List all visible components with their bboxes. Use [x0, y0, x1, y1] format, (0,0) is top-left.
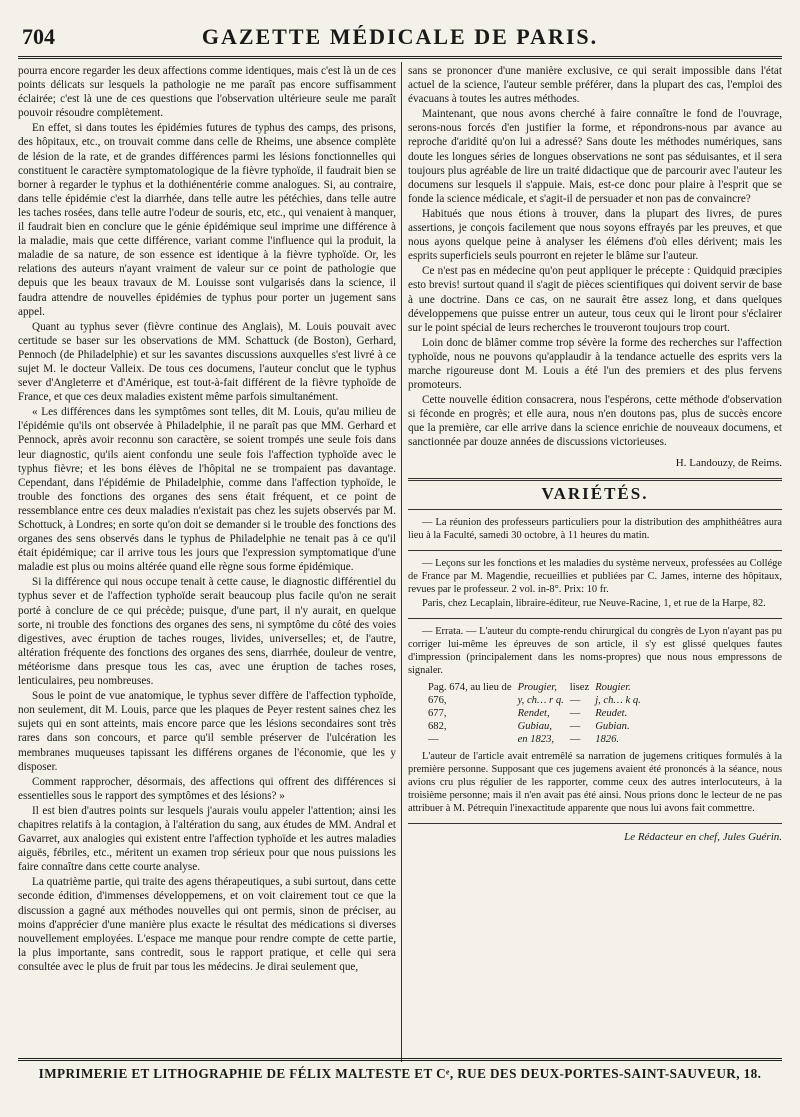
left-column	[18, 64, 396, 974]
errata-note-block	[408, 750, 782, 815]
paragraph: sans se prononcer d'une manière exclusive, ce qui serait impossible dans l'état actuel de la science, l'auteur semble préférer, dans la plupart des cas, l'emploi des évacuans à toutes les autres méthodes.	[408, 65, 782, 106]
news-item: — La réunion des professeurs particuliers pour la distribution des amphithéâtres aura lieu à la Faculté, samedi 30 octobre, à 11 heures du matin.	[408, 516, 782, 541]
item-rule	[408, 550, 782, 551]
paragraph: En effet, si dans toutes les épidémies futures de typhus des camps, des prisons, des hôpitaux, etc., on trouvait comme dans celle de Rheims, une absence complète de lésion de la rate, et de grandes différences parmi les lésions fonctionnelles qui constituent le caractère symptomatologique de la fièvre typhoïde, il faudrait bien se borner à regarder le typhus et la dothiénentérie comme analogues. Si, au contraire, dans telle épidémie c'est la diarrhée, dans telle autre les pétéchies, dans telle autre les taches rosées, dans telle autre l'odeur de souris, etc, etc., qui venaient à manquer, il faudrait bien en conclure que le génie épidémique seul imprime une différence à la maladie, mais que cette différence, variant comme l'influence qui la produit, la maladie de sa nature, de son essence est identique à la fièvre typhoïde. Or, les relations des auteurs n'ayant vraiment de valeur sur ce point de pathologie que depuis que les beaux travaux de M. Louisse sont vulgarisés dans la science, il faudra attendre de nouvelles épidémies de typhus pour porter un jugement sans appel.	[18, 122, 396, 318]
errata-row	[428, 681, 647, 694]
printer-imprint: IMPRIMERIE ET LITHOGRAPHIE DE FÉLIX MALTESTE ET Cᵉ, RUE DES DEUX-PORTES-SAINT-SAUVEUR, 18.	[38, 1066, 762, 1081]
errata-cell: en 1823,	[517, 733, 555, 745]
item-rule	[408, 509, 782, 510]
errata-cell: lisez	[569, 681, 590, 693]
errata-cell: 677,	[428, 707, 447, 719]
errata-row	[428, 707, 647, 720]
errata-cell: Gubiau,	[517, 720, 552, 732]
errata-cell: —	[428, 733, 439, 745]
errata-table	[428, 681, 647, 746]
errata-note: L'auteur de l'article avait entremêlé sa narration de jugemens critiques formulés à la première personne. Supposant que ces jugemens avaient été prononcés à la séance, nous avions cru plus régulier de les rapporter, comme ceux des autres interlocuteurs, à la troisième personne; mais il n'en avait pas été ainsi. Nous prions donc le lecteur de ne pas attribuer à M. Pétrequin l'inexactitude apparente que nous lui avons fait commettre.	[408, 750, 782, 814]
errata-cell: Gubian.	[595, 720, 630, 732]
header-rule	[18, 56, 782, 59]
paragraph: Comment rapprocher, désormais, des affections qui offrent des différences si essentielles sous le rapport des symptômes et des lésions? »	[18, 775, 396, 802]
column-divider	[401, 62, 402, 1062]
paragraph: Quant au typhus sever (fièvre continue des Anglais), M. Louis pouvait avec certitude se baser sur les observations de MM. Schattuck (de Boston), Gerhard, Pennoch (de Philadelphie) et sur les savantes discussions auxquelles s'est livré à ce sujet M. le docteur Valleix. De tous ces documens, l'auteur conclut que le typhus sever d'Angleterre et d'Amérique, est tout-à-fait différent de la fièvre typhoïde de France, et que ces deux maladies existent même parfois simultanément.	[18, 320, 396, 404]
page-number: 704	[22, 24, 55, 49]
author-signature: H. Landouzy, de Reims.	[675, 456, 782, 469]
errata-row	[428, 694, 647, 707]
section-title: VARIÉTÉS.	[541, 483, 649, 503]
errata-cell: Reudet.	[595, 707, 628, 719]
right-column	[408, 64, 782, 844]
section-rule	[408, 478, 782, 481]
paragraph: Loin donc de blâmer comme trop sévère la forme des recherches sur l'affection typhoïde, nous ne pouvons qu'applaudir à la tendance actuelle des esprits vers la marche rigoureuse dont M. Louis a été l'un des premiers et des plus fervens promoteurs.	[408, 336, 782, 392]
editor-line: Le Rédacteur en chef, Jules Guérin.	[624, 830, 782, 843]
errata-cell: —	[569, 720, 581, 732]
errata-cell: Pag. 674, au lieu de	[428, 681, 512, 693]
errata-cell: j, ch… k q.	[595, 694, 641, 706]
news-item: Paris, chez Lecaplain, libraire-éditeur, rue Neuve-Racine, 1, et rue de la Harpe, 82.	[422, 597, 766, 609]
footer-rule	[18, 1058, 782, 1061]
paragraph: Si la différence qui nous occupe tenait à cette cause, le diagnostic différentiel du typhus sever et de l'affection typhoïde serait beaucoup plus facile qu'on ne serait porté à conclure de ce qui précède; puisque, d'une part, il n'y aurait, en quelque sorte, ni trouble des fonctions des organes des sens, ni symptôme du côté des voies digestives, avec éruption de taches rouges, livides, universelles; et, de l'autre, altération fréquente des fonctions des organes des sens, diarrhée, douleur de ventre, météorisme dans presque tous les cas, avec une éruption de taches roses, lenticulaires, peu nombreuses.	[18, 576, 396, 688]
page-header	[18, 18, 782, 52]
errata-cell: Rendet,	[517, 707, 550, 719]
paragraph: Cette nouvelle édition consacrera, nous l'espérons, cette méthode d'observation si féconde en progrès; et elle aura, nous n'en doutons pas, plus de succès encore que la première, car elle arrive dans la science enrichie de nouveaux documens, et sanctionnée par douze années de discussions victorieuses.	[408, 394, 782, 449]
paragraph: Maintenant, que nous avons cherché à faire connaître le fond de l'ouvrage, serons-nous forcés d'en justifier la forme, et répondrons-nous par avance au reproche d'aridité qu'on lui a adressé? Sans doute les méthodes numériques, sans doute les longues séries de longues observations ne sont pas séduisantes, et il sera toujours plus agréable de lire un traité didactique que de parcourir avec l'auteur les documens sur lesquels il s'appuie. Mais, est-ce donc pour plaire à l'esprit que se fonde la science médicale, et s'agit-il de persuader et non pas de convaincre?	[408, 108, 782, 205]
news-item: — Leçons sur les fonctions et les maladies du système nerveux, professées au Collége de France par M. Magendie, recueillies et publiées par C. James, interne des hôpitaux, revues par le professeur. 2 vol. in-8°. Prix: 10 fr.	[408, 557, 782, 595]
item-rule	[408, 618, 782, 619]
paragraph: La quatrième partie, qui traite des agens thérapeutiques, a subi surtout, dans cette seconde édition, d'immenses développemens, et on voit clairement tout ce que la discussion a gagné aux méthodes nouvelles qui ont permis, sinon de préciser, au moins d'apprécier d'une manière plus exacte le résultat des médications si diverses nouvellement employées. L'espace me manque pour rendre compte de cette partie, la plus importante, sans contredit, sous le rapport pratique, et celle qui sera consultée avec le plus de fruit par tous les médecins. Je dirai seulement que,	[18, 876, 396, 973]
errata-row	[428, 733, 647, 746]
item-rule	[408, 823, 782, 824]
errata-cell: y, ch… r q.	[517, 694, 564, 706]
errata-intro: — Errata. — L'auteur du compte-rendu chirurgical du congrès de Lyon n'ayant pas pu corriger lui-même les épreuves de son article, il s'y est glissé quelques fautes d'impression (principalement dans les noms-propres) que nous nous empressons de signaler.	[408, 625, 782, 676]
varietes-items	[408, 516, 782, 677]
paragraph: « Les différences dans les symptômes sont telles, dit M. Louis, qu'au milieu de l'épidémie qu'ils ont observée à Philadelphie, il ne paraît pas que MM. Gerhard et Pennock, après avoir reconnu son caractère, se soient trompés une seule fois dans leur diagnostic, qu'ils aient confondu une seule fois l'affection typhoïde avec le typhus fièvre; et les bons élèves de l'hôpital ne se trompaient pas davantage. Cependant, dans l'épidémie de Philadelphie, comme dans l'affection typhoïde, le trouble des fonctions des organes des sens était fréquent, et ce point de ressemblance entre ces deux maladies n'existait pas chez les sujets observés par M. Schottuck, à Londres; en sorte qu'on doit se demander si le trouble des fonctions des organes des sens observés dans le typhus de Philadelphie ne tenait pas à ce qu'il était épidémique; car il arrive tous les jours que l'expression symptomatique d'une maladie est plus ou moins altérée quand elle règne sous forme épidémique.	[18, 406, 396, 574]
journal-title: GAZETTE MÉDICALE DE PARIS.	[201, 24, 599, 49]
errata-cell: Rougier.	[595, 681, 631, 693]
errata-cell: 682,	[428, 720, 447, 732]
paragraph: Habitués que nous étions à trouver, dans la plupart des livres, de pures assertions, je conçois facilement que nous soyons effrayés par les preuves, et que nous ayons quelque peine à analyser les élémens d'où elles dérivent; mais les esprits superficiels seuls pourront en rejeter le blâme sur l'auteur.	[408, 207, 782, 263]
errata-cell: —	[569, 733, 581, 745]
errata-cell: 1826.	[595, 733, 620, 745]
paragraph: Sous le point de vue anatomique, le typhus sever diffère de l'affection typhoïde, non seulement, dit M. Louis, parce que les plaques de Peyer restent saines chez les sujets qui en sont atteints, mais encore parce que les lésions secondaires sont très rares dans son concours, et parce qu'il semble préserver de l'ulcération les membranes muqueuses tapissant les différens organes de l'économie, que les y disposer.	[18, 690, 396, 773]
errata-cell: Prougier,	[517, 681, 557, 693]
errata-cell: 676,	[428, 694, 447, 706]
paragraph: Ce n'est pas en médecine qu'on peut appliquer le précepte : Quidquid præcipies esto brevis! surtout quand il s'agit de pièces scientifiques qui doivent servir de base à une doctrine. Dans ce cas, on ne saurait être assez long, et dans quelques développemens que puisse entrer un auteur, tous ceux qui le liront pour s'éclairer sur le point spécial de leurs recherches le trouveront toujours trop court.	[408, 265, 782, 334]
errata-cell: —	[569, 707, 581, 719]
paragraph: pourra encore regarder les deux affections comme identiques, mais c'est là un de ces points délicats sur lesquels la pathologie ne me paraît pas encore suffisamment éclairée; c'est là une de ces questions que l'observation ultérieure seule me paraît pouvoir résoudre complètement.	[18, 65, 396, 120]
paragraph: Il est bien d'autres points sur lesquels j'aurais voulu appeler l'attention; ainsi les chapitres relatifs à la contagion, à l'altération du sang, aux études de MM. Andral et Gavarret, aux analogies qui existent entre l'affection typhoïde et les autres maladies aiguës, fébriles, etc., méritent un examen trop sérieux pour que nous puissions les faire connaître dans cette courte analyse.	[18, 804, 396, 874]
errata-row	[428, 720, 647, 733]
errata-cell: —	[569, 694, 581, 706]
